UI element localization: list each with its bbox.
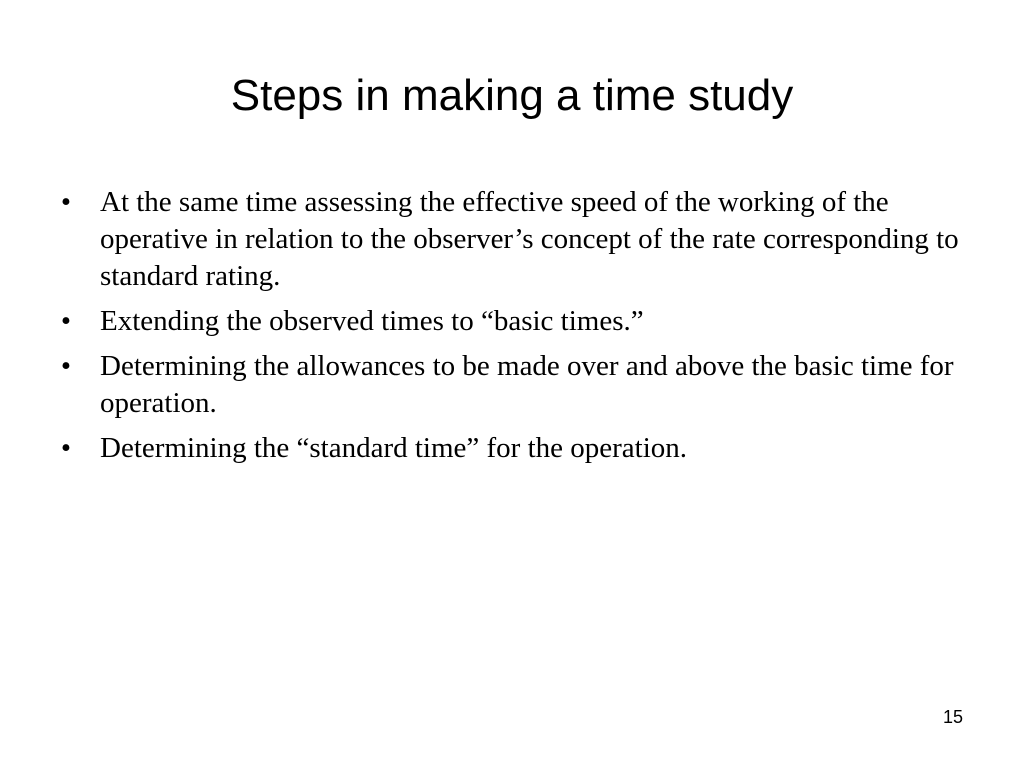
bullet-text: At the same time assessing the effective speed of the working of the operative in relation to the observer’s concept of the rate corresponding to standard rating. <box>100 186 959 292</box>
bullet-list <box>56 184 976 475</box>
bullet-item <box>56 184 976 295</box>
bullet-item <box>56 303 976 340</box>
bullet-text: Determining the allowances to be made over and above the basic time for operation. <box>100 350 954 419</box>
bullet-text: Determining the “standard time” for the operation. <box>100 432 688 464</box>
bullet-text: Extending the observed times to “basic times.” <box>100 305 644 337</box>
bullet-marker: • <box>60 350 72 382</box>
bullet-marker: • <box>60 186 72 218</box>
bullet-marker: • <box>60 432 72 464</box>
bullet-marker: • <box>60 305 72 337</box>
bullet-item <box>56 430 976 467</box>
bullet-item <box>56 348 976 422</box>
slide-number: 15 <box>942 707 963 727</box>
slide-title: Steps in making a time study <box>230 71 794 120</box>
